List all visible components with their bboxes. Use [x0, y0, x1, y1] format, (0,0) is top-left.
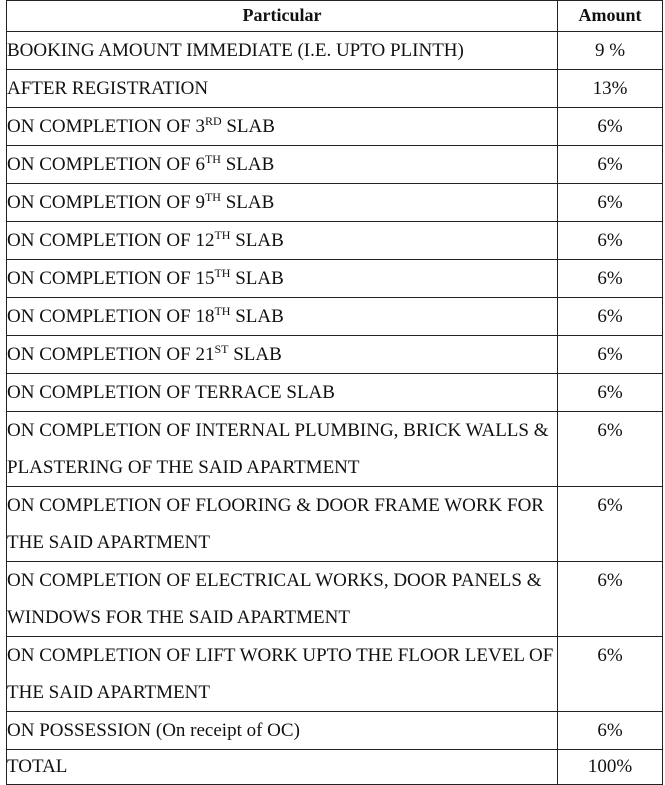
slab-number: 9: [195, 192, 205, 213]
row-amount: 6%: [558, 712, 663, 750]
row-amount: 6%: [558, 146, 663, 184]
row-amount: 6%: [558, 108, 663, 146]
particular-suffix: SLAB: [221, 116, 275, 137]
header-particular: Particular: [7, 1, 558, 32]
table-row: [7, 637, 663, 712]
row-amount: 6%: [558, 260, 663, 298]
particular-suffix: SLAB: [220, 192, 275, 213]
particular-suffix: SLAB: [230, 230, 284, 251]
table-row: [7, 184, 663, 222]
row-amount: 6%: [558, 412, 663, 487]
row-amount: 6%: [558, 562, 663, 637]
ordinal-suffix: TH: [214, 304, 231, 318]
table-row: [7, 32, 663, 70]
particular-prefix: ON COMPLETION OF: [7, 344, 196, 365]
row-amount: 13%: [558, 70, 663, 108]
row-amount: 6%: [558, 637, 663, 712]
row-particular: ON COMPLETION OF LIFT WORK UPTO THE FLOOR LEVEL OF THE SAID APARTMENT: [7, 637, 558, 712]
particular-prefix: ON COMPLETION OF: [7, 268, 196, 289]
ordinal-suffix: ST: [214, 342, 229, 356]
ordinal-suffix: RD: [204, 114, 222, 128]
row-particular: [7, 222, 558, 260]
particular-prefix: ON COMPLETION OF: [7, 306, 196, 327]
particular-prefix: ON COMPLETION OF: [7, 116, 196, 137]
table-row: [7, 298, 663, 336]
slab-number: 12: [195, 230, 215, 251]
particular-suffix: SLAB: [230, 268, 284, 289]
slab-number: 15: [195, 268, 215, 289]
slab-number: 3: [195, 116, 205, 137]
ordinal-suffix: TH: [204, 190, 221, 204]
payment-schedule-table: [6, 0, 663, 785]
ordinal-suffix: TH: [214, 228, 231, 242]
table-row: [7, 70, 663, 108]
ordinal-suffix: TH: [214, 266, 231, 280]
row-particular: [7, 336, 558, 374]
row-particular: [7, 108, 558, 146]
table-header-row: [7, 1, 663, 32]
row-particular: ON COMPLETION OF TERRACE SLAB: [7, 374, 558, 412]
row-particular: ON POSSESSION (On receipt of OC): [7, 712, 558, 750]
row-particular: [7, 298, 558, 336]
row-particular: AFTER REGISTRATION: [7, 70, 558, 108]
table-row: [7, 336, 663, 374]
table-row: [7, 412, 663, 487]
table-row: [7, 108, 663, 146]
row-amount: 6%: [558, 487, 663, 562]
ordinal-suffix: TH: [204, 152, 221, 166]
slab-number: 21: [195, 344, 215, 365]
row-amount: 6%: [558, 374, 663, 412]
row-particular: ON COMPLETION OF ELECTRICAL WORKS, DOOR PANELS & WINDOWS FOR THE SAID APARTMENT: [7, 562, 558, 637]
table-row: [7, 374, 663, 412]
total-amount: 100%: [558, 750, 663, 785]
table-row: [7, 222, 663, 260]
particular-prefix: ON COMPLETION OF: [7, 154, 196, 175]
row-particular: ON COMPLETION OF INTERNAL PLUMBING, BRICK WALLS & PLASTERING OF THE SAID APARTMENT: [7, 412, 558, 487]
particular-prefix: ON COMPLETION OF: [7, 192, 196, 213]
particular-suffix: SLAB: [230, 306, 284, 327]
row-particular: [7, 260, 558, 298]
total-label: TOTAL: [7, 750, 558, 785]
slab-number: 6: [195, 154, 205, 175]
header-amount: Amount: [558, 1, 663, 32]
particular-suffix: SLAB: [228, 344, 282, 365]
row-particular: ON COMPLETION OF FLOORING & DOOR FRAME WORK FOR THE SAID APARTMENT: [7, 487, 558, 562]
row-particular: BOOKING AMOUNT IMMEDIATE (I.E. UPTO PLINTH): [7, 32, 558, 70]
table-row: [7, 562, 663, 637]
row-particular: [7, 184, 558, 222]
table-row: [7, 712, 663, 750]
particular-suffix: SLAB: [220, 154, 275, 175]
row-particular: [7, 146, 558, 184]
particular-prefix: ON COMPLETION OF: [7, 230, 196, 251]
table-row: [7, 146, 663, 184]
row-amount: 6%: [558, 222, 663, 260]
slab-number: 18: [195, 306, 215, 327]
row-amount: 6%: [558, 336, 663, 374]
row-amount: 6%: [558, 184, 663, 222]
total-row: [7, 750, 663, 785]
row-amount: 6%: [558, 298, 663, 336]
table-row: [7, 487, 663, 562]
table-row: [7, 260, 663, 298]
row-amount: 9 %: [558, 32, 663, 70]
